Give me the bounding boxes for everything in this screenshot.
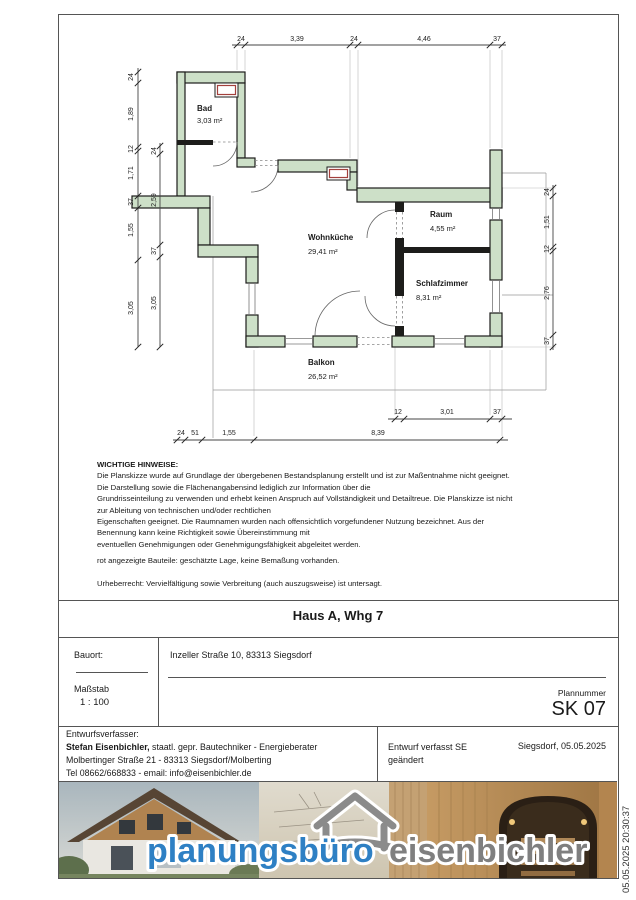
room-area-schlafzimmer: 8,31 m² (416, 293, 442, 302)
dim-left-inner-1: 2,59 (151, 193, 158, 207)
copyright-note: Urheberrecht: Vervielfältigung sowie Verbreitung (auch auszugsweise) ist untersagt. (97, 579, 383, 588)
notes-heading: WICHTIGE HINWEISE: (97, 460, 179, 469)
logo-wordmark (147, 832, 587, 870)
dim-bottom-lower-1: 51 (191, 430, 199, 437)
dim-bottom-upper-1: 3,01 (440, 409, 454, 416)
dim-top-4: 37 (493, 36, 501, 43)
dim-left-inner-3: 3,05 (151, 296, 158, 310)
massstab-label: Maßstab (74, 684, 110, 694)
ort-datum: Siegsdorf, 05.05.2025 (517, 741, 606, 751)
logo-banner (59, 781, 617, 878)
dim-left-outer-3: 1,71 (128, 166, 135, 180)
verfasser-address: Molbertinger Straße 21 - 83313 Siegsdorf/Molberting (66, 755, 272, 765)
room-area-wohnkueche: 29,41 m² (308, 247, 338, 256)
dim-right-4: 37 (544, 337, 551, 345)
verfasser-name-line (66, 741, 371, 754)
dim-top-1: 3,39 (290, 36, 304, 43)
windows (249, 208, 500, 344)
notes-line: Grundrisseinteilung zu verwenden und erhebt keinen Anspruch auf Vollständigkeit und Detailtreue. Die Planskizze ist nicht (97, 494, 513, 504)
verfasser-contact: Tel 08662/668833 - email: info@eisenbichler.de (66, 768, 252, 778)
dim-left-outer-1: 1,89 (128, 107, 135, 121)
notes-line: zur Ableitung von technischen und/oder rechtlichen (97, 505, 271, 515)
divider (58, 726, 618, 727)
dim-right-0: 24 (544, 188, 551, 196)
logo-word-eisenbichler: eisenbichler (389, 832, 588, 870)
verfasser-title: staatl. gepr. Bautechniker - Energieberater (149, 742, 318, 752)
dim-left-outer-4: 37 (128, 198, 135, 206)
entwurf-line1: Entwurf verfasst SE (388, 742, 468, 752)
room-area-bad: 3,03 m² (197, 116, 223, 125)
notes-line: Eigenschaften geeignet. Die Raumnamen wurden nach offensichtlich vorgefundener Nutzung bezeichnet. Aus der (97, 517, 485, 527)
dim-left-outer-6: 3,05 (128, 301, 135, 315)
red-elements-note: rot angezeigte Bauteile: geschätzte Lage, keine Bemaßung vorhanden. (97, 556, 340, 565)
dim-left-inner-0: 24 (151, 147, 158, 155)
verfasser-block (66, 728, 371, 780)
dim-right-3: 2,76 (544, 286, 551, 300)
divider (58, 637, 618, 638)
project-title: Haus A, Whg 7 (292, 608, 384, 623)
room-label-wohnkueche: Wohnküche (308, 233, 354, 242)
notes-line: Benennung kann keine Richtigkeit sowie Übereinstimmung mit (97, 528, 310, 538)
important-notes (97, 459, 567, 550)
room-label-schlafzimmer: Schlafzimmer (416, 279, 469, 288)
dim-bottom-lower-3: 8,39 (371, 430, 385, 437)
divider (377, 726, 378, 781)
dim-right-2: 12 (544, 245, 551, 253)
plannummer-value: SK 07 (551, 698, 606, 720)
dim-left-inner-2: 37 (151, 247, 158, 255)
dim-left-outer-5: 1,55 (128, 223, 135, 237)
divider (168, 677, 606, 678)
divider (158, 637, 159, 726)
divider (58, 600, 618, 601)
dim-top-0: 24 (237, 36, 245, 43)
verfasser-label: Entwurfsverfasser: (66, 729, 139, 739)
dim-top-2: 24 (350, 36, 358, 43)
dim-bottom-upper-0: 12 (394, 409, 402, 416)
divider (76, 672, 148, 673)
bauort-value: Inzeller Straße 10, 83313 Siegsdorf (170, 650, 312, 660)
room-area-raum: 4,55 m² (430, 224, 456, 233)
notes-line: Die Darstellung sowie die Flächenangabensind lediglich zur Information über die (97, 482, 371, 492)
room-label-raum: Raum (430, 210, 453, 219)
print-timestamp: 05.05.2025 20:30:37 (621, 805, 632, 893)
dim-left-outer-0: 24 (128, 73, 135, 81)
plannummer-label: Plannummer (557, 688, 606, 698)
floor-plan-drawing (58, 14, 618, 462)
dim-bottom-lower-2: 1,55 (222, 430, 236, 437)
dim-right-1: 1,51 (544, 215, 551, 229)
notes-line: eventuellen Genehmigungen oder Genehmigungsfähigkeit abgeleitet werden. (97, 539, 361, 549)
room-area-balkon: 26,52 m² (308, 372, 338, 381)
room-label-balkon: Balkon (308, 358, 335, 367)
massstab-value: 1 : 100 (80, 697, 110, 708)
notes-line: Die Planskizze wurde auf Grundlage der übergebenen Bestandsplanung erstellt und ist zur Maßentnahme nicht geeignet. (97, 471, 510, 481)
dim-bottom-upper-2: 37 (493, 409, 501, 416)
dim-top-3: 4,46 (417, 36, 431, 43)
banner-graphic (59, 782, 617, 878)
dim-left-outer-2: 12 (128, 145, 135, 153)
entwurf-line2: geändert (388, 755, 424, 765)
verfasser-name: Stefan Eisenbichler, (66, 742, 150, 752)
room-label-bad: Bad (197, 104, 213, 113)
logo-word-planungsbuero: planungsbüro (147, 832, 374, 870)
bauort-label: Bauort: (74, 650, 104, 660)
dim-bottom-lower-0: 24 (177, 430, 185, 437)
